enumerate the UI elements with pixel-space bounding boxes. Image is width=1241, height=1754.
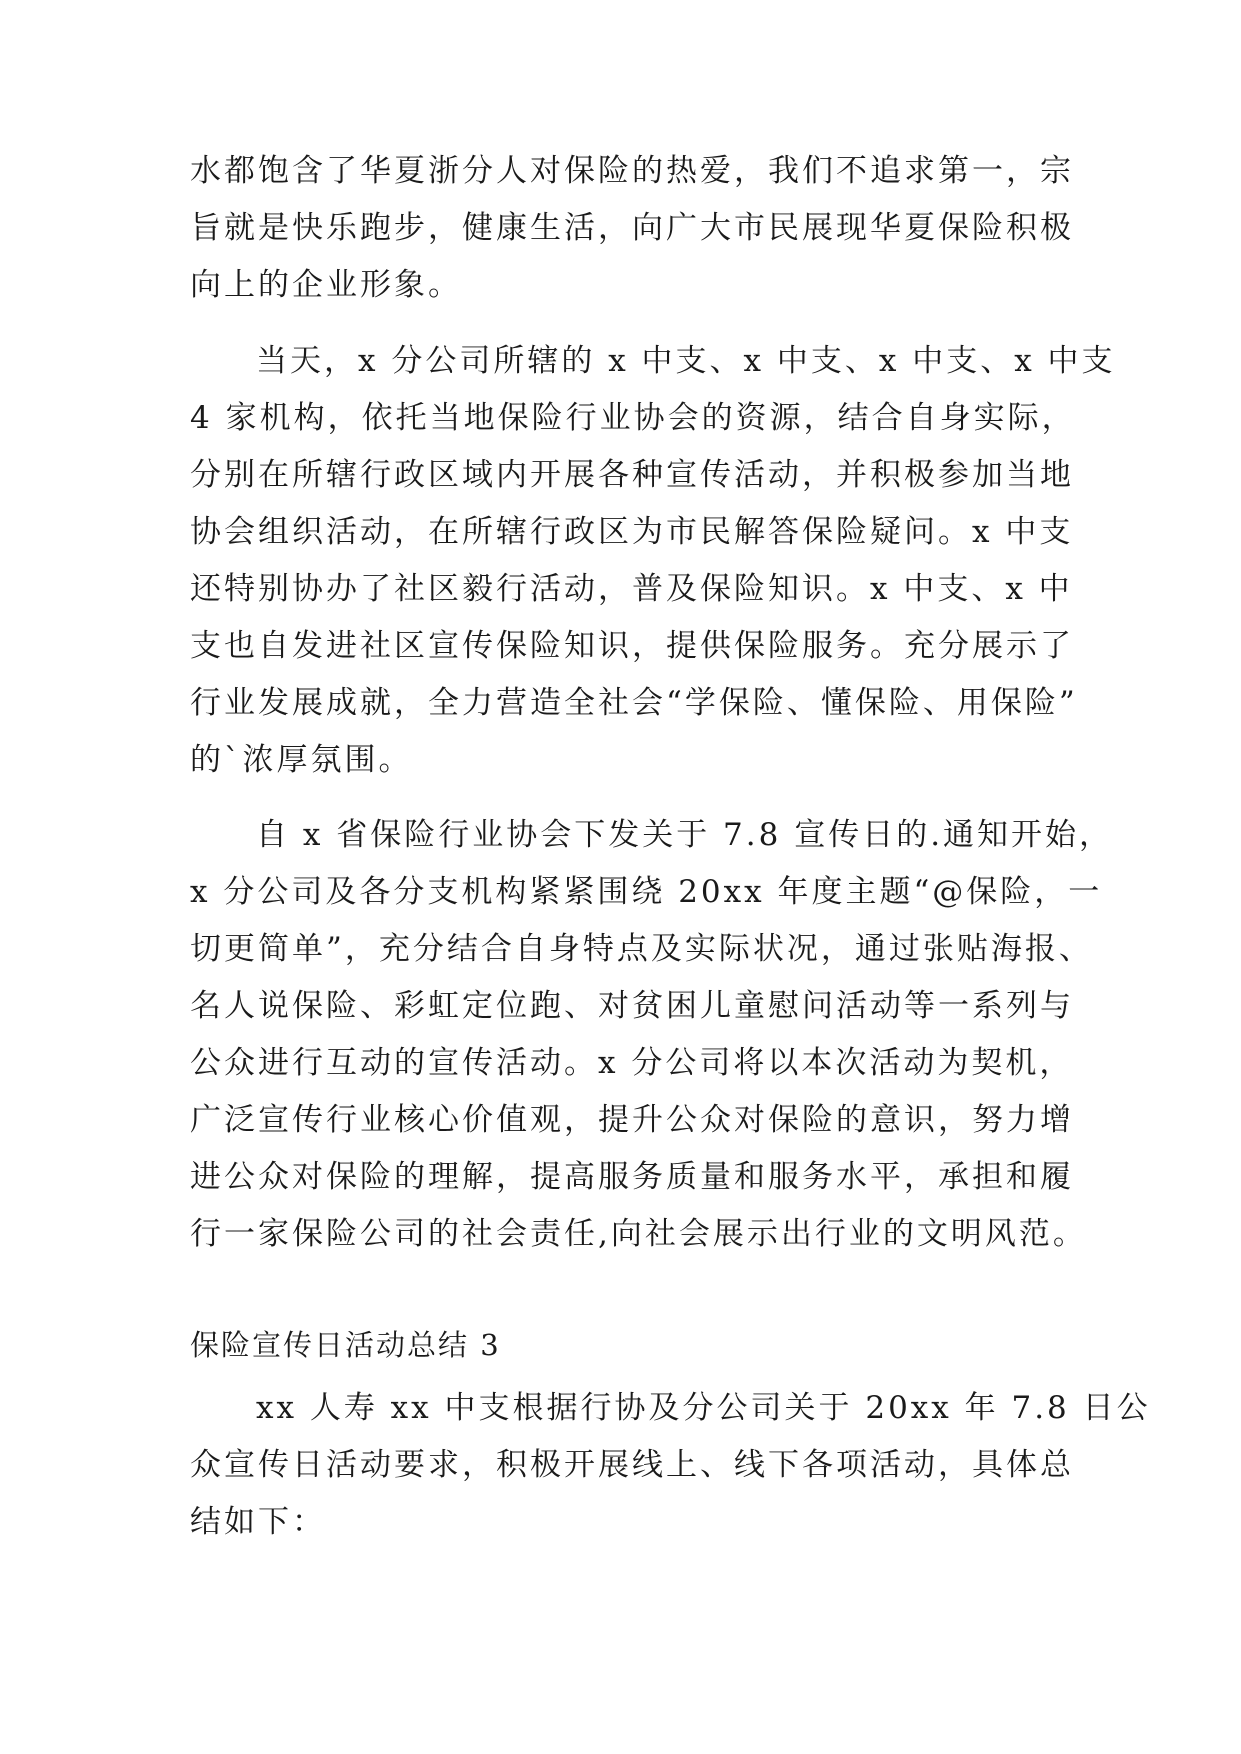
paragraph-3-line-8: 行一家保险公司的社会责任,向社会展示出行业的文明风范。 xyxy=(190,1216,1087,1252)
paragraph-2-line-3: 分别在所辖行政区域内开展各种宣传活动，并积极参加当地 xyxy=(190,457,1074,493)
paragraph-4-line-1: xx 人寿 xx 中支根据行协及分公司关于 20xx 年 7.8 日公 xyxy=(256,1390,1151,1426)
paragraph-3-line-1: 自 x 省保险行业协会下发关于 7.8 宣传日的.通知开始， xyxy=(256,817,1114,853)
paragraph-3-line-4: 名人说保险、彩虹定位跑、对贫困儿童慰问活动等一系列与 xyxy=(190,988,1074,1024)
paragraph-2-line-6: 支也自发进社区宣传保险知识，提供保险服务。充分展示了 xyxy=(190,628,1074,664)
paragraph-1-line-2: 旨就是快乐跑步，健康生活，向广大市民展现华夏保险积极 xyxy=(190,210,1074,246)
paragraph-3-line-3: 切更简单”，充分结合自身特点及实际状况，通过张贴海报、 xyxy=(190,931,1093,967)
paragraph-2-line-1: 当天，x 分公司所辖的 x 中支、x 中支、x 中支、x 中支 xyxy=(256,343,1116,379)
paragraph-4-line-3: 结如下： xyxy=(190,1504,326,1540)
paragraph-2-line-8: 的`浓厚氛围。 xyxy=(190,742,413,778)
paragraph-4-line-2: 众宣传日活动要求，积极开展线上、线下各项活动，具体总 xyxy=(190,1447,1074,1483)
paragraph-1-line-1: 水都饱含了华夏浙分人对保险的热爱，我们不追求第一，宗 xyxy=(190,153,1074,189)
paragraph-2-line-5: 还特别协办了社区毅行活动，普及保险知识。x 中支、x 中 xyxy=(190,571,1073,607)
paragraph-2-line-2: 4 家机构，依托当地保险行业协会的资源，结合自身实际， xyxy=(190,400,1076,436)
paragraph-2-line-4: 协会组织活动，在所辖行政区为市民解答保险疑问。x 中支 xyxy=(190,514,1074,550)
paragraph-3-line-5: 公众进行互动的宣传活动。x 分公司将以本次活动为契机， xyxy=(190,1045,1074,1081)
paragraph-2-line-7: 行业发展成就，全力营造全社会“学保险、懂保险、用保险” xyxy=(190,685,1078,721)
section-heading: 保险宣传日活动总结 3 xyxy=(190,1328,501,1362)
paragraph-3-line-6: 广泛宣传行业核心价值观，提升公众对保险的意识，努力增 xyxy=(190,1102,1074,1138)
paragraph-3-line-7: 进公众对保险的理解，提高服务质量和服务水平，承担和履 xyxy=(190,1159,1074,1195)
paragraph-1-line-3: 向上的企业形象。 xyxy=(190,267,462,303)
paragraph-3-line-2: x 分公司及各分支机构紧紧围绕 20xx 年度主题“@保险，一 xyxy=(190,874,1103,910)
